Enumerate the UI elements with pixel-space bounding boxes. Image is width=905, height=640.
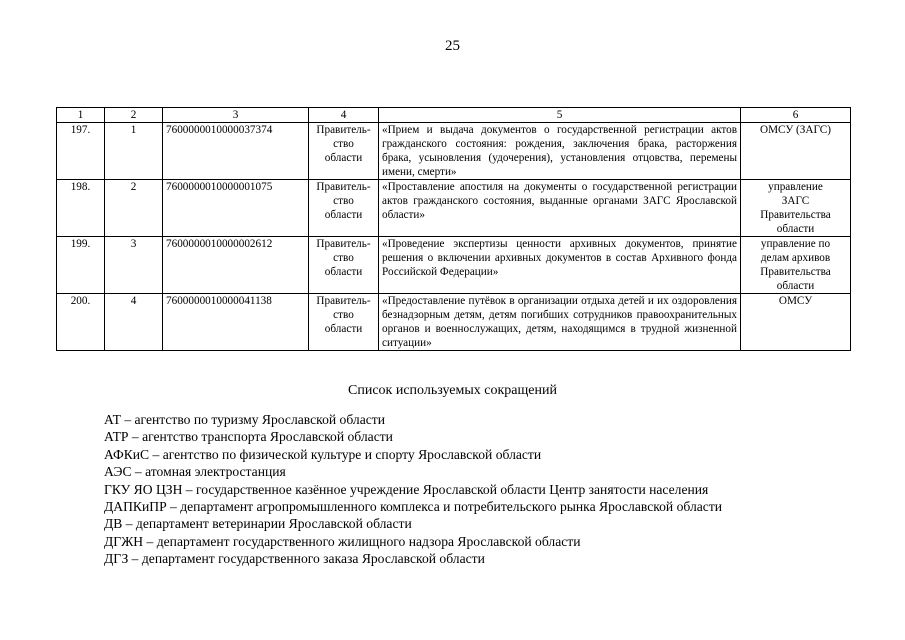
table-row xyxy=(57,180,851,237)
column-header: 4 xyxy=(309,108,379,123)
table-row xyxy=(57,123,851,180)
executor-cell xyxy=(741,123,851,180)
service-name: «Проведение экспертизы ценности архивных документов, принятие решения о включении архивных документов в состав Архивного фонда Российской Федерации» xyxy=(379,237,741,294)
service-name: «Предоставление путёвок в организации отдыха детей и их оздоровления безнадзорным детям, детям погибших сотрудников правоохранительных органов и военнослужащих, детям, находящимся в трудной жизненной ситуации» xyxy=(379,294,741,351)
authority-cell-line: области xyxy=(324,152,363,164)
service-code: 7600000010000001075 xyxy=(163,180,309,237)
executor-cell xyxy=(741,180,851,237)
column-header: 5 xyxy=(379,108,741,123)
table-row xyxy=(57,237,851,294)
executor-cell-line: области xyxy=(776,223,815,235)
row-subnumber: 1 xyxy=(105,123,163,180)
row-subnumber: 4 xyxy=(105,294,163,351)
executor-cell-line: ОМСУ xyxy=(778,295,813,307)
abbreviation-item: АЭС – атомная электростанция xyxy=(104,464,286,480)
authority-cell-line: области xyxy=(324,209,363,221)
executor-cell xyxy=(741,237,851,294)
column-header: 2 xyxy=(105,108,163,123)
service-code: 7600000010000037374 xyxy=(163,123,309,180)
authority-cell xyxy=(309,123,379,180)
abbreviation-item: АФКиС – агентство по физической культуре и спорту Ярославской области xyxy=(104,446,542,462)
executor-cell-line: Правительства xyxy=(760,209,831,221)
executor-cell-line: ЗАГС xyxy=(781,195,810,207)
authority-cell-line: Правитель- xyxy=(316,238,371,250)
authority-cell xyxy=(309,237,379,294)
row-number: 200. xyxy=(57,294,105,351)
authority-cell-line: области xyxy=(324,266,363,278)
table-header-row xyxy=(57,108,851,123)
executor-cell-line: делам архивов xyxy=(760,252,831,264)
row-subnumber: 2 xyxy=(105,180,163,237)
executor-cell xyxy=(741,294,851,351)
abbreviation-item: ГКУ ЯО ЦЗН – государственное казённое учреждение Ярославской области Центр занятости населения xyxy=(104,481,709,497)
service-name: «Прием и выдача документов о государственной регистрации актов гражданского состояния: рождения, заключения брака, расторжения брака, усыновления (удочерения), установления отцовства, перемены имени, смерти» xyxy=(379,123,741,180)
authority-cell-line: области xyxy=(324,323,363,335)
abbreviation-item: ДГЖН – департамент государственного жилищного надзора Ярославской области xyxy=(104,533,581,549)
table-row xyxy=(57,294,851,351)
column-header: 3 xyxy=(163,108,309,123)
row-number: 198. xyxy=(57,180,105,237)
abbreviations-list xyxy=(104,411,722,568)
abbreviation-item: АТР – агентство транспорта Ярославской области xyxy=(104,429,393,445)
executor-cell-line: Правительства xyxy=(760,266,831,278)
service-code: 7600000010000002612 xyxy=(163,237,309,294)
executor-cell-line: области xyxy=(776,280,815,292)
page-number: 25 xyxy=(445,38,460,54)
abbreviation-item: ДАПКиПР – департамент агропромышленного комплекса и потребительского рынка Ярославской области xyxy=(104,499,723,515)
authority-cell-line: Правитель- xyxy=(316,124,371,136)
column-header: 6 xyxy=(741,108,851,123)
authority-cell-line: Правитель- xyxy=(316,295,371,307)
authority-cell-line: ство xyxy=(333,309,354,321)
authority-cell-line: ство xyxy=(333,195,354,207)
service-code: 7600000010000041138 xyxy=(163,294,309,351)
service-name: «Проставление апостиля на документы о государственной регистрации актов гражданского состояния, выданные органами ЗАГС Ярославской области» xyxy=(379,180,741,237)
row-number: 199. xyxy=(57,237,105,294)
abbreviation-item: ДВ – департамент ветеринарии Ярославской области xyxy=(104,516,412,532)
row-number: 197. xyxy=(57,123,105,180)
authority-cell xyxy=(309,294,379,351)
executor-cell-line: управление по xyxy=(760,238,831,250)
services-table xyxy=(56,107,851,351)
authority-cell-line: ство xyxy=(333,252,354,264)
authority-cell-line: Правитель- xyxy=(316,181,371,193)
abbreviation-item: АТ – агентство по туризму Ярославской области xyxy=(104,412,385,427)
executor-cell-line: управление xyxy=(768,181,823,193)
column-header: 1 xyxy=(57,108,105,123)
authority-cell xyxy=(309,180,379,237)
row-subnumber: 3 xyxy=(105,237,163,294)
executor-cell-line: ОМСУ (ЗАГС) xyxy=(760,124,831,136)
abbreviations-title: Список используемых сокращений xyxy=(348,383,557,398)
authority-cell-line: ство xyxy=(333,138,354,150)
abbreviation-item: ДГЗ – департамент государственного заказа Ярославской области xyxy=(104,551,485,567)
